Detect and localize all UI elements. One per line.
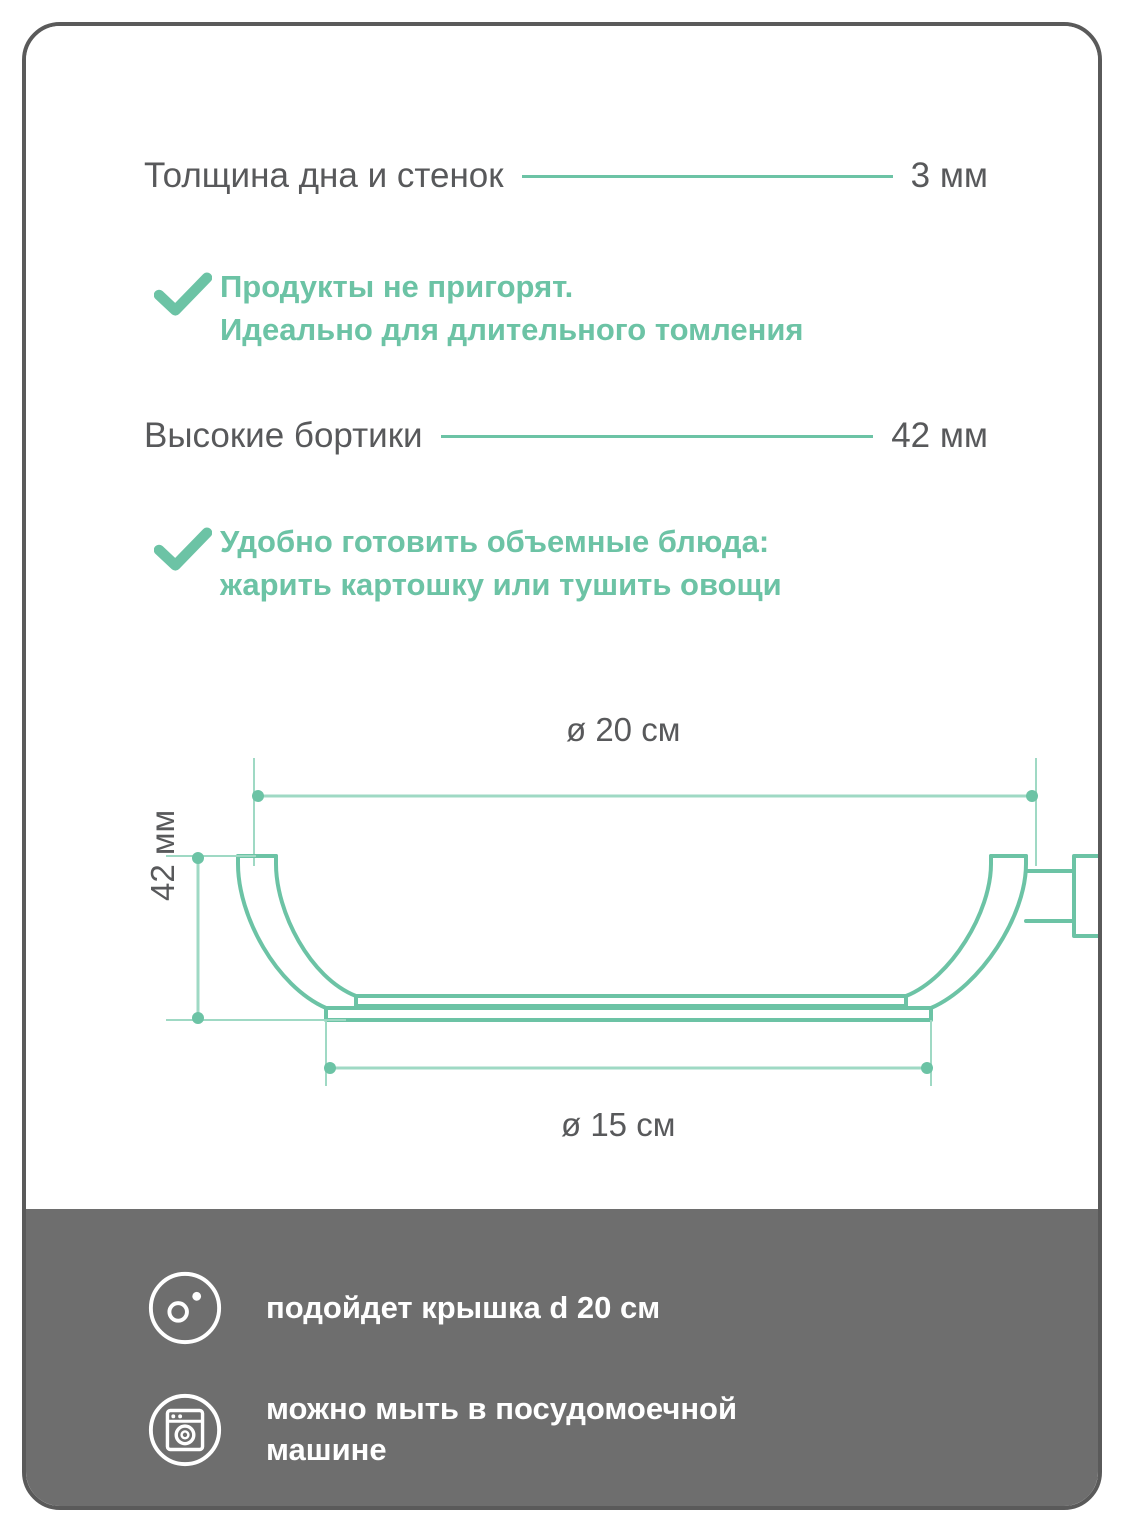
check-icon xyxy=(154,272,212,323)
bullet-row-capacity xyxy=(154,521,1008,607)
spec-leader-line xyxy=(522,175,893,178)
lid-icon xyxy=(146,1269,224,1347)
dishwasher-icon xyxy=(146,1391,224,1469)
dimension-label-top-diameter: ø 20 см xyxy=(566,711,681,748)
bullet-line-1: Продукты не пригорят. xyxy=(220,269,574,304)
pan-dimension-drawing xyxy=(26,686,1098,1206)
bullet-text xyxy=(220,266,803,352)
bullet-text xyxy=(220,521,782,607)
spec-row-wall-height xyxy=(26,416,1098,456)
features-section xyxy=(26,26,1098,1209)
footer-line-2: машине xyxy=(266,1431,387,1467)
dimension-label-height: 42 мм xyxy=(144,809,181,901)
footer-row-dishwasher xyxy=(146,1389,1028,1471)
spec-value: 3 мм xyxy=(910,156,988,195)
spec-leader-line xyxy=(441,435,874,438)
check-icon xyxy=(154,527,212,578)
dimension-label-bottom-diameter: ø 15 см xyxy=(561,1106,676,1143)
bullet-row-nonstick xyxy=(154,266,1008,352)
bullet-line-2: Идеально для длительного томления xyxy=(220,311,804,347)
bullet-line-2: жарить картошку или тушить овощи xyxy=(220,566,782,602)
spec-row-thickness xyxy=(26,156,1098,196)
footer-text xyxy=(266,1288,660,1329)
product-info-card xyxy=(22,22,1102,1510)
spec-title: Толщина дна и стенок xyxy=(144,156,504,195)
bullet-line-1: Удобно готовить объемные блюда: xyxy=(220,524,770,559)
footer-line-1: подойдет крышка d 20 см xyxy=(266,1289,661,1325)
footer-line-1: можно мыть в посудомоечной xyxy=(266,1391,738,1426)
spec-title: Высокие бортики xyxy=(144,416,423,455)
footer-section xyxy=(26,1209,1098,1506)
footer-row-lid xyxy=(146,1269,1028,1347)
spec-value: 42 мм xyxy=(891,416,988,455)
footer-text xyxy=(266,1389,737,1471)
